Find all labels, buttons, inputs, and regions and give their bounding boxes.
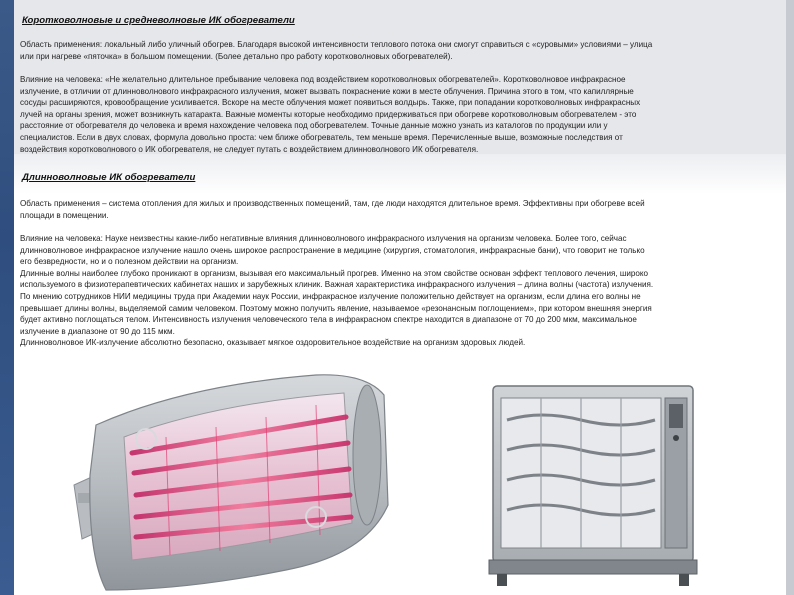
text-line: Влияние на человека: Науке неизвестны какие-либо негативные влияния длинноволнового инфракрасного излучения на организм человека. Более того, сейчас	[20, 234, 627, 243]
text-line: специалистов. Если в двух словах, формула довольно проста: чем ближе обогреватель, тем меньше время. Перечисленные выше, возможные последствия от	[20, 132, 623, 142]
text-line: Длинные волны наиболее глубоко проникают в организм, вызывая его максимальный прогрев. Именно на этом свойстве основан эффект теплового лечения, широко	[20, 268, 649, 278]
text-line: Область применения: локальный либо уличный обогрев. Благодаря высокой интенсивности теплового потока они смогут справиться с «суровыми» условиями – улица	[20, 40, 653, 49]
short-wave-heater-icon	[66, 355, 398, 595]
long-wave-heater-photo	[481, 380, 706, 595]
long-wave-heater-icon	[481, 380, 706, 595]
left-accent-strip	[0, 0, 14, 595]
section-heading-long-wave: Длинноволновые ИК обогреватели	[22, 172, 196, 183]
text-line: излучение, в отличии от длинноволнового инфракрасного излучения, может вызвать покраснение кожи в месте облучения. Причина этого в том, что капиллярные	[20, 86, 634, 96]
text-line: Длинноволновое ИК-излучение абсолютно безопасно, оказывает мягкое оздоровительное воздействие на организм здоровых людей.	[20, 338, 526, 348]
text-line: или при нагреве «пяточка» в большом помещении. (Более детально про работу коротковолновых обогревателей).	[20, 51, 453, 61]
text-line: расстояние от обогревателя до человека и время нахождение человека под обогревателем. Точные данные можно узнать из каталогов по продукции или у	[20, 121, 608, 131]
paragraph-influence-long-wave	[20, 233, 790, 349]
text-line: излучение в диапазоне от 90 до 115 мкм.	[20, 326, 175, 336]
paragraph-influence-short-wave	[20, 74, 790, 155]
paragraph-application-short-wave	[20, 39, 790, 62]
text-line: лучей на органы зрения, может возникнуть катаракта. Важные моменты которые необходимо придерживаться при обогреве коротковолновым обогревателем - это	[20, 109, 637, 119]
text-line: используемого в физиотерапевтических кабинетах наших и зарубежных клиник. Важная характеристика инфракрасного излучения – длина волны (частота) излучения.	[20, 280, 654, 290]
text-line: длинноволновое инфракрасное излучение нашло очень широкое распространение в медицине (хирургия, стоматология, инфракрасные бани), что говорит не только	[20, 245, 645, 255]
text-line: его безвредности, но и о полезном действии на организм.	[20, 257, 239, 267]
text-line: площади в помещении.	[20, 210, 109, 220]
text-line: Область применения – система отопления для жилых и производственных помещений, там, где люди находятся длительное время. Эффективны при обогреве всей	[20, 199, 645, 208]
paragraph-application-long-wave	[20, 198, 790, 221]
text-line: По мнению сотрудников НИИ медицины труда при Академии наук России, инфракрасное излучение положительно действует на организм, если длина его волны не	[20, 291, 641, 301]
text-line: Влияние на человека: «Не желательно длительное пребывание человека под воздействием коротковолновых обогревателей». Коротковолновое инфракрасное	[20, 75, 626, 84]
section-heading-short-wave: Коротковолновые и средневолновые ИК обогреватели	[22, 15, 295, 26]
text-line: воздействия коротковолнового о ИК обогревателя, не следует путать с воздействием длинноволнового ИК обогревателя.	[20, 144, 479, 154]
text-line: превышает длины волны, выделяемой самим человеком. Поэтому можно получить явление, называемое «резонансным поглощением», при котором внешняя энергия	[20, 303, 652, 313]
short-wave-heater-photo	[66, 355, 398, 595]
text-line: будет активно поглощаться телом. Интенсивность излучения человеческого тела в инфракрасном спектре находится в диапазоне от 70 до 200 мкм, максимальное	[20, 315, 637, 325]
text-line: сосуды расширяются, кровообращение усиливается. Вскоре на месте облучения может появиться волдырь. Также, при попадании коротковолновых инфракрасных	[20, 98, 641, 108]
